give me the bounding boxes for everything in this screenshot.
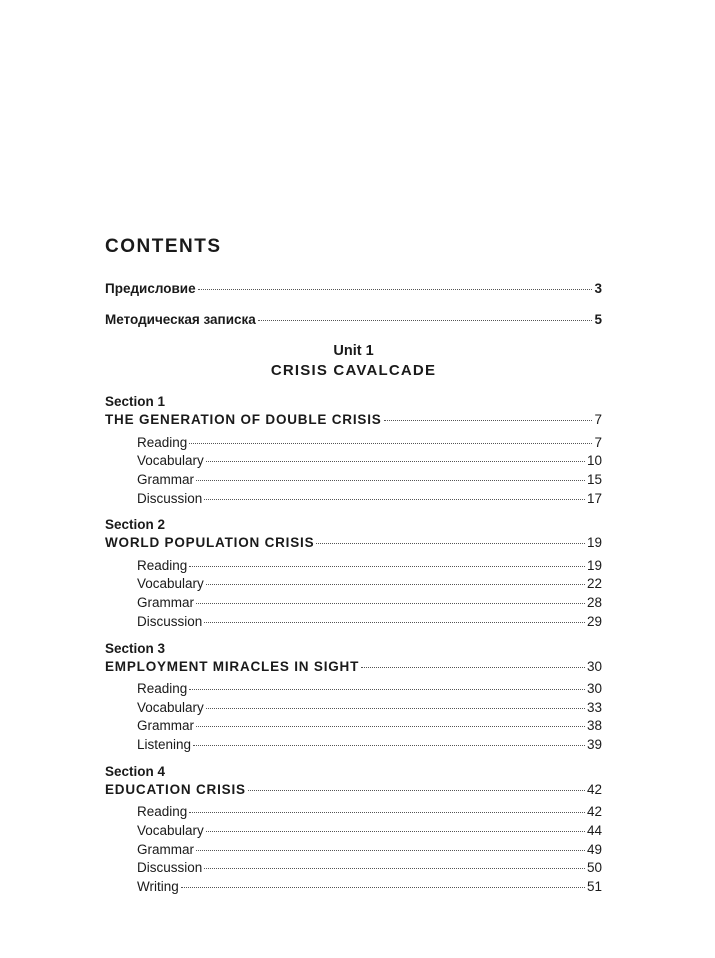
section-title-entry[interactable] [105, 534, 602, 553]
table-of-contents [105, 236, 602, 905]
toc-subentry-vocabulary[interactable] [137, 699, 602, 718]
front-matter [105, 280, 602, 329]
section-title: EDUCATION CRISIS [105, 781, 246, 797]
dot-leader [206, 461, 585, 462]
section-page: 42 [586, 781, 602, 797]
toc-subentry-discussion[interactable] [137, 613, 602, 632]
dot-leader [189, 443, 592, 444]
dot-leader [204, 622, 585, 623]
subentry-page: 49 [586, 841, 602, 857]
subentry-page: 15 [586, 471, 602, 487]
dot-leader [196, 603, 585, 604]
sections-list [105, 393, 602, 897]
section-4 [105, 763, 602, 897]
toc-subentry-vocabulary[interactable] [137, 452, 602, 471]
subentry-page: 44 [586, 822, 602, 838]
subentry-label: Reading [137, 557, 188, 573]
section-title-entry[interactable] [105, 781, 602, 800]
dot-leader [196, 850, 585, 851]
unit-heading [105, 341, 602, 381]
subentry-label: Reading [137, 804, 188, 820]
dot-leader [181, 887, 585, 888]
subentry-label: Vocabulary [137, 699, 204, 715]
section-title: EMPLOYMENT MIRACLES IN SIGHT [105, 658, 360, 674]
section-title-entry[interactable] [105, 658, 602, 677]
subentry-page: 38 [586, 718, 602, 734]
toc-subentry-grammar[interactable] [137, 594, 602, 613]
dot-leader [189, 689, 585, 690]
section-2 [105, 516, 602, 631]
subentry-label: Grammar [137, 718, 194, 734]
section-heading: Section 4 [105, 763, 166, 779]
section-1 [105, 393, 602, 508]
subentry-page: 50 [586, 860, 602, 876]
toc-subentry-vocabulary[interactable] [137, 822, 602, 841]
subentry-page: 39 [586, 737, 602, 753]
subentry-label: Vocabulary [137, 453, 204, 469]
subentry-page: 19 [586, 557, 602, 573]
dot-leader [196, 726, 585, 727]
dot-leader [204, 868, 585, 869]
dot-leader [361, 667, 585, 668]
toc-entry-methodical-note[interactable] [105, 311, 602, 330]
dot-leader [189, 812, 585, 813]
section-title: THE GENERATION OF DOUBLE CRISIS [105, 412, 382, 427]
dot-leader [198, 289, 593, 290]
toc-subentry-writing[interactable] [137, 878, 602, 897]
dot-leader [384, 420, 593, 421]
dot-leader [206, 831, 585, 832]
dot-leader [204, 499, 585, 500]
toc-subentry-discussion[interactable] [137, 490, 602, 509]
toc-subentry-grammar[interactable] [137, 717, 602, 736]
toc-subentry-listening[interactable] [137, 736, 602, 755]
toc-subentry-grammar[interactable] [137, 471, 602, 490]
contents-title: CONTENTS [105, 236, 222, 257]
toc-subentry-vocabulary[interactable] [137, 575, 602, 594]
unit-title: CRISIS CAVALCADE [270, 362, 437, 379]
toc-subentry-discussion[interactable] [137, 859, 602, 878]
subentry-label: Reading [137, 434, 188, 450]
toc-entry-label: Методическая записка [105, 311, 256, 327]
dot-leader [196, 480, 585, 481]
toc-entry-page: 5 [594, 311, 602, 327]
subentry-page: 10 [586, 453, 602, 469]
subentry-page: 29 [586, 613, 602, 629]
subentry-label: Reading [137, 681, 188, 696]
section-subentries [105, 680, 602, 755]
subentry-page: 22 [586, 576, 602, 592]
toc-subentry-reading[interactable] [137, 557, 602, 576]
subentry-page: 33 [586, 699, 602, 715]
section-page: 30 [586, 658, 602, 674]
dot-leader [189, 566, 585, 567]
toc-subentry-reading[interactable] [137, 434, 602, 453]
dot-leader [193, 745, 585, 746]
dot-leader [248, 790, 585, 791]
subentry-label: Discussion [137, 860, 203, 876]
section-heading: Section 1 [105, 394, 166, 409]
dot-leader [206, 708, 585, 709]
section-page: 7 [594, 412, 602, 427]
section-heading: Section 3 [105, 640, 166, 656]
section-subentries [105, 557, 602, 632]
toc-entry-page: 3 [594, 281, 602, 296]
subentry-label: Discussion [137, 613, 203, 629]
subentry-page: 30 [586, 681, 602, 696]
dot-leader [206, 584, 585, 585]
subentry-label: Discussion [137, 490, 203, 506]
subentry-page: 17 [586, 490, 602, 506]
toc-entry-label: Предисловие [105, 281, 196, 296]
dot-leader [258, 320, 593, 321]
subentry-page: 51 [586, 879, 602, 894]
section-subentries [105, 803, 602, 896]
section-title: WORLD POPULATION CRISIS [105, 535, 315, 551]
toc-subentry-reading[interactable] [137, 803, 602, 822]
subentry-page: 42 [586, 804, 602, 820]
subentry-label: Writing [137, 879, 179, 894]
toc-entry-preface[interactable] [105, 280, 602, 299]
subentry-page: 28 [586, 595, 602, 611]
section-heading: Section 2 [105, 517, 166, 533]
section-page: 19 [586, 535, 602, 551]
subentry-label: Vocabulary [137, 576, 204, 592]
section-subentries [105, 434, 602, 509]
subentry-page: 7 [594, 434, 602, 450]
subentry-label: Grammar [137, 595, 194, 611]
dot-leader [316, 543, 585, 544]
subentry-label: Grammar [137, 471, 194, 487]
toc-subentry-grammar[interactable] [137, 841, 602, 860]
unit-number: Unit 1 [333, 343, 374, 359]
section-title-entry[interactable] [105, 411, 602, 430]
subentry-label: Grammar [137, 841, 194, 857]
toc-subentry-reading[interactable] [137, 680, 602, 699]
section-3 [105, 640, 602, 755]
subentry-label: Vocabulary [137, 822, 204, 838]
subentry-label: Listening [137, 737, 192, 753]
